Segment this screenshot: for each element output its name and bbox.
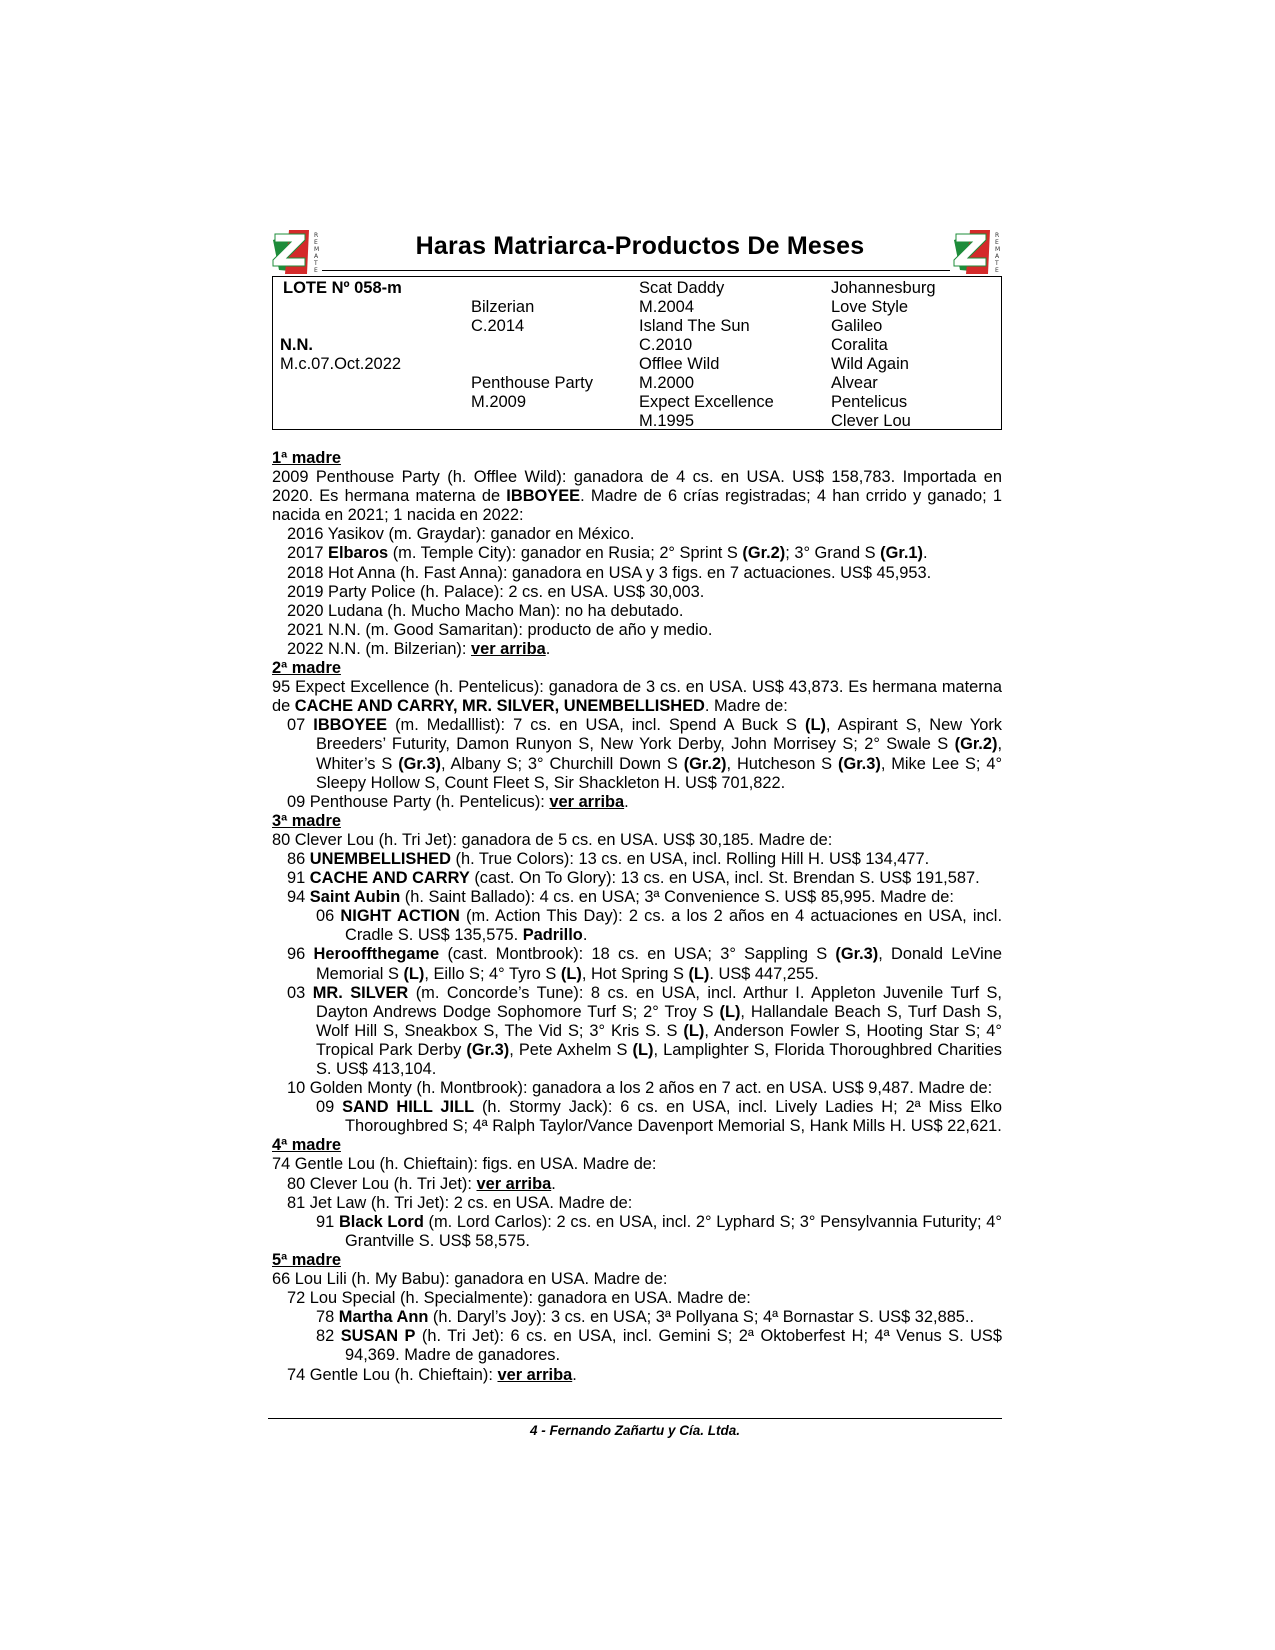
great-grandparent: Galileo <box>831 317 883 335</box>
list-item: 09 Penthouse Party (h. Pentelicus): ver arriba. <box>287 792 629 811</box>
list-item: 2018 Hot Anna (h. Fast Anna): ganadora en USA y 3 figs. en 7 actuaciones. US$ 45,953. <box>287 563 932 582</box>
title-underline <box>322 270 950 271</box>
page-title: Haras Matriarca-Productos De Meses <box>415 232 865 260</box>
list-item: 72 Lou Special (h. Specialmente): ganadora en USA. Madre de: <box>287 1289 751 1308</box>
sire-year: C.2014 <box>471 317 525 335</box>
list-item: 91 CACHE AND CARRY (cast. On To Glory): 13 cs. en USA, incl. St. Brendan S. US$ 191,587. <box>287 869 980 888</box>
list-item: 06 NIGHT ACTION (m. Action This Day): 2 cs. a los 2 años en 4 actuaciones en USA, incl. Cradle S. US$ 135,575. Padrillo. <box>316 907 1003 945</box>
list-item: 82 SUSAN P (h. Tri Jet): 6 cs. en USA, incl. Gemini S; 2ª Oktoberfest H; 4ª Venus S. US$ 94,369. Madre de ganadores. <box>316 1327 1002 1365</box>
svg-text:R: R <box>995 232 1000 239</box>
paragraph: 74 Gentle Lou (h. Chieftain): figs. en USA. Madre de: <box>272 1155 657 1174</box>
dam-year: M.2009 <box>471 393 527 411</box>
list-item: 96 Herooffthegame (cast. Montbrook): 18 cs. en USA; 3° Sappling S (Gr.3), Donald LeVine Memorial S (L), Eillo S; 4° Tyro S (L), Hot Spring S (L). US$ 447,255. <box>287 945 1002 983</box>
great-grandparent: Clever Lou <box>831 412 911 430</box>
list-item: 94 Saint Aubin (h. Saint Ballado): 4 cs. en USA; 3ª Convenience S. US$ 85,995. Madre de: <box>287 888 954 907</box>
great-grandparent: Johannesburg <box>831 279 936 297</box>
section-heading: 3ª madre <box>272 811 341 830</box>
grandparent-3-year: M.2000 <box>639 374 695 392</box>
section-heading: 5ª madre <box>272 1250 341 1269</box>
list-item: 2022 N.N. (m. Bilzerian): ver arriba. <box>287 639 551 658</box>
svg-text:R: R <box>314 232 319 239</box>
grandparent-1: Scat Daddy <box>639 279 725 297</box>
zl-remates-logo-left <box>271 228 321 276</box>
list-item: 07 IBBOYEE (m. Medalllist): 7 cs. en USA, incl. Spend A Buck S (L), Aspirant S, New York Breeders’ Futurity, Damon Runyon S, New York Derby, John Morrisey S; 2° Swale S (Gr.2), Whiter’s S (Gr.3), Albany S; 3° Churchill Down S (Gr.2), Hutcheson S (Gr.3), Mike Lee S; 4° Sleepy Hollow S, Count Fleet S, Sir Shackleton H. US$ 701,822. <box>287 716 1002 792</box>
section-heading: 2ª madre <box>272 659 341 678</box>
svg-text:E: E <box>995 267 999 274</box>
horse-birth: M.c.07.Oct.2022 <box>280 355 402 373</box>
list-item: 2019 Party Police (h. Palace): 2 cs. en USA. US$ 30,003. <box>287 582 705 601</box>
page-footer: 4 - Fernando Zañartu y Cía. Ltda. <box>529 1423 741 1438</box>
list-item: 81 Jet Law (h. Tri Jet): 2 cs. en USA. Madre de: <box>287 1193 633 1212</box>
svg-text:E: E <box>314 267 318 274</box>
section-heading: 4ª madre <box>272 1136 341 1155</box>
list-item: 78 Martha Ann (h. Daryl’s Joy): 3 cs. en USA; 3ª Pollyana S; 4ª Bornastar S. US$ 32,885.. <box>316 1308 975 1327</box>
sire-name: Bilzerian <box>471 298 535 316</box>
grandparent-1-year: M.2004 <box>639 298 695 316</box>
great-grandparent: Wild Again <box>831 355 909 373</box>
paragraph: 2009 Penthouse Party (h. Offlee Wild): ganadora de 4 cs. en USA. US$ 158,783. Importada en 2020. Es hermana materna de IBBOYEE. Madre de 6 crías registradas; 4 han crrido y ganado; 1 nacida en 2021; 1 nacida en 2022: <box>272 468 1002 525</box>
list-item: 91 Black Lord (m. Lord Carlos): 2 cs. en USA, incl. 2° Lyphard S; 3° Pensylvannia Futurity; 4° Grantville S. US$ 58,575. <box>316 1212 1002 1250</box>
footer-rule <box>268 1418 1002 1419</box>
great-grandparent: Alvear <box>831 374 878 392</box>
family-notes <box>272 449 1002 1385</box>
list-item: 2020 Ludana (h. Mucho Macho Man): no ha debutado. <box>287 601 684 620</box>
grandparent-3: Offlee Wild <box>639 355 720 373</box>
svg-text:M: M <box>314 246 320 253</box>
paragraph: 80 Clever Lou (h. Tri Jet): ganadora de 5 cs. en USA. US$ 30,185. Madre de: <box>272 830 833 849</box>
grandparent-2-year: C.2010 <box>639 336 693 354</box>
list-item: 74 Gentle Lou (h. Chieftain): ver arriba. <box>287 1365 577 1384</box>
pedigree-table <box>272 276 1002 430</box>
dam-name: Penthouse Party <box>471 374 593 392</box>
paragraph: 66 Lou Lili (h. My Babu): ganadora en USA. Madre de: <box>272 1270 668 1289</box>
great-grandparent: Love Style <box>831 298 909 316</box>
zl-remates-logo-right <box>952 228 1002 276</box>
svg-text:T: T <box>995 260 999 267</box>
horse-name: N.N. <box>280 336 313 354</box>
list-item: 2016 Yasikov (m. Graydar): ganador en México. <box>287 525 635 544</box>
paragraph: 95 Expect Excellence (h. Pentelicus): ganadora de 3 cs. en USA. US$ 43,873. Es hermana materna de CACHE AND CARRY, MR. SILVER, UNEMBELLISHED. Madre de: <box>272 678 1002 716</box>
grandparent-2: Island The Sun <box>639 317 750 335</box>
svg-text:M: M <box>995 246 1001 253</box>
list-item: 03 MR. SILVER (m. Concorde’s Tune): 8 cs. en USA, incl. Arthur I. Appleton Juvenile Turf S, Dayton Andrews Dodge Sophomore Turf S; 2° Troy S (L), Hallandale Beach S, Turf Dash S, Wolf Hill S, Sneakbox S, The Vid S; 3° Kris S. S (L), Anderson Fowler S, Hooting Star S; 4° Tropical Park Derby (Gr.3), Pete Axhelm S (L), Lamplighter S, Florida Thoroughbred Charities S. US$ 413,104. <box>287 983 1003 1078</box>
list-item: 86 UNEMBELLISHED (h. True Colors): 13 cs. en USA, incl. Rolling Hill H. US$ 134,477. <box>287 849 930 868</box>
grandparent-4-year: M.1995 <box>639 412 695 430</box>
great-grandparent: Pentelicus <box>831 393 908 411</box>
svg-text:E: E <box>995 239 999 246</box>
list-item: 2017 Elbaros (m. Temple City): ganador en Rusia; 2° Sprint S (Gr.2); 3° Grand S (Gr.1). <box>287 544 928 563</box>
svg-text:E: E <box>314 239 318 246</box>
svg-text:T: T <box>314 260 318 267</box>
list-item: 80 Clever Lou (h. Tri Jet): ver arriba. <box>287 1174 556 1193</box>
list-item: 2021 N.N. (m. Good Samaritan): producto de año y medio. <box>287 620 713 639</box>
svg-text:A: A <box>995 253 1000 260</box>
list-item: 09 SAND HILL JILL (h. Stormy Jack): 6 cs. en USA, incl. Lively Ladies H; 2ª Miss Elko Thoroughbred S; 4ª Ralph Taylor/Vance Davenport Memorial S, Hank Mills H. US$ 22,621. <box>316 1098 1002 1136</box>
grandparent-4: Expect Excellence <box>639 393 774 411</box>
list-item: 10 Golden Monty (h. Montbrook): ganadora a los 2 años en 7 act. en USA. US$ 9,487. Madre de: <box>287 1079 993 1098</box>
great-grandparent: Coralita <box>831 336 888 354</box>
lot-number: LOTE Nº 058-m <box>283 279 402 297</box>
svg-text:A: A <box>314 253 319 260</box>
section-heading: 1ª madre <box>272 449 341 467</box>
